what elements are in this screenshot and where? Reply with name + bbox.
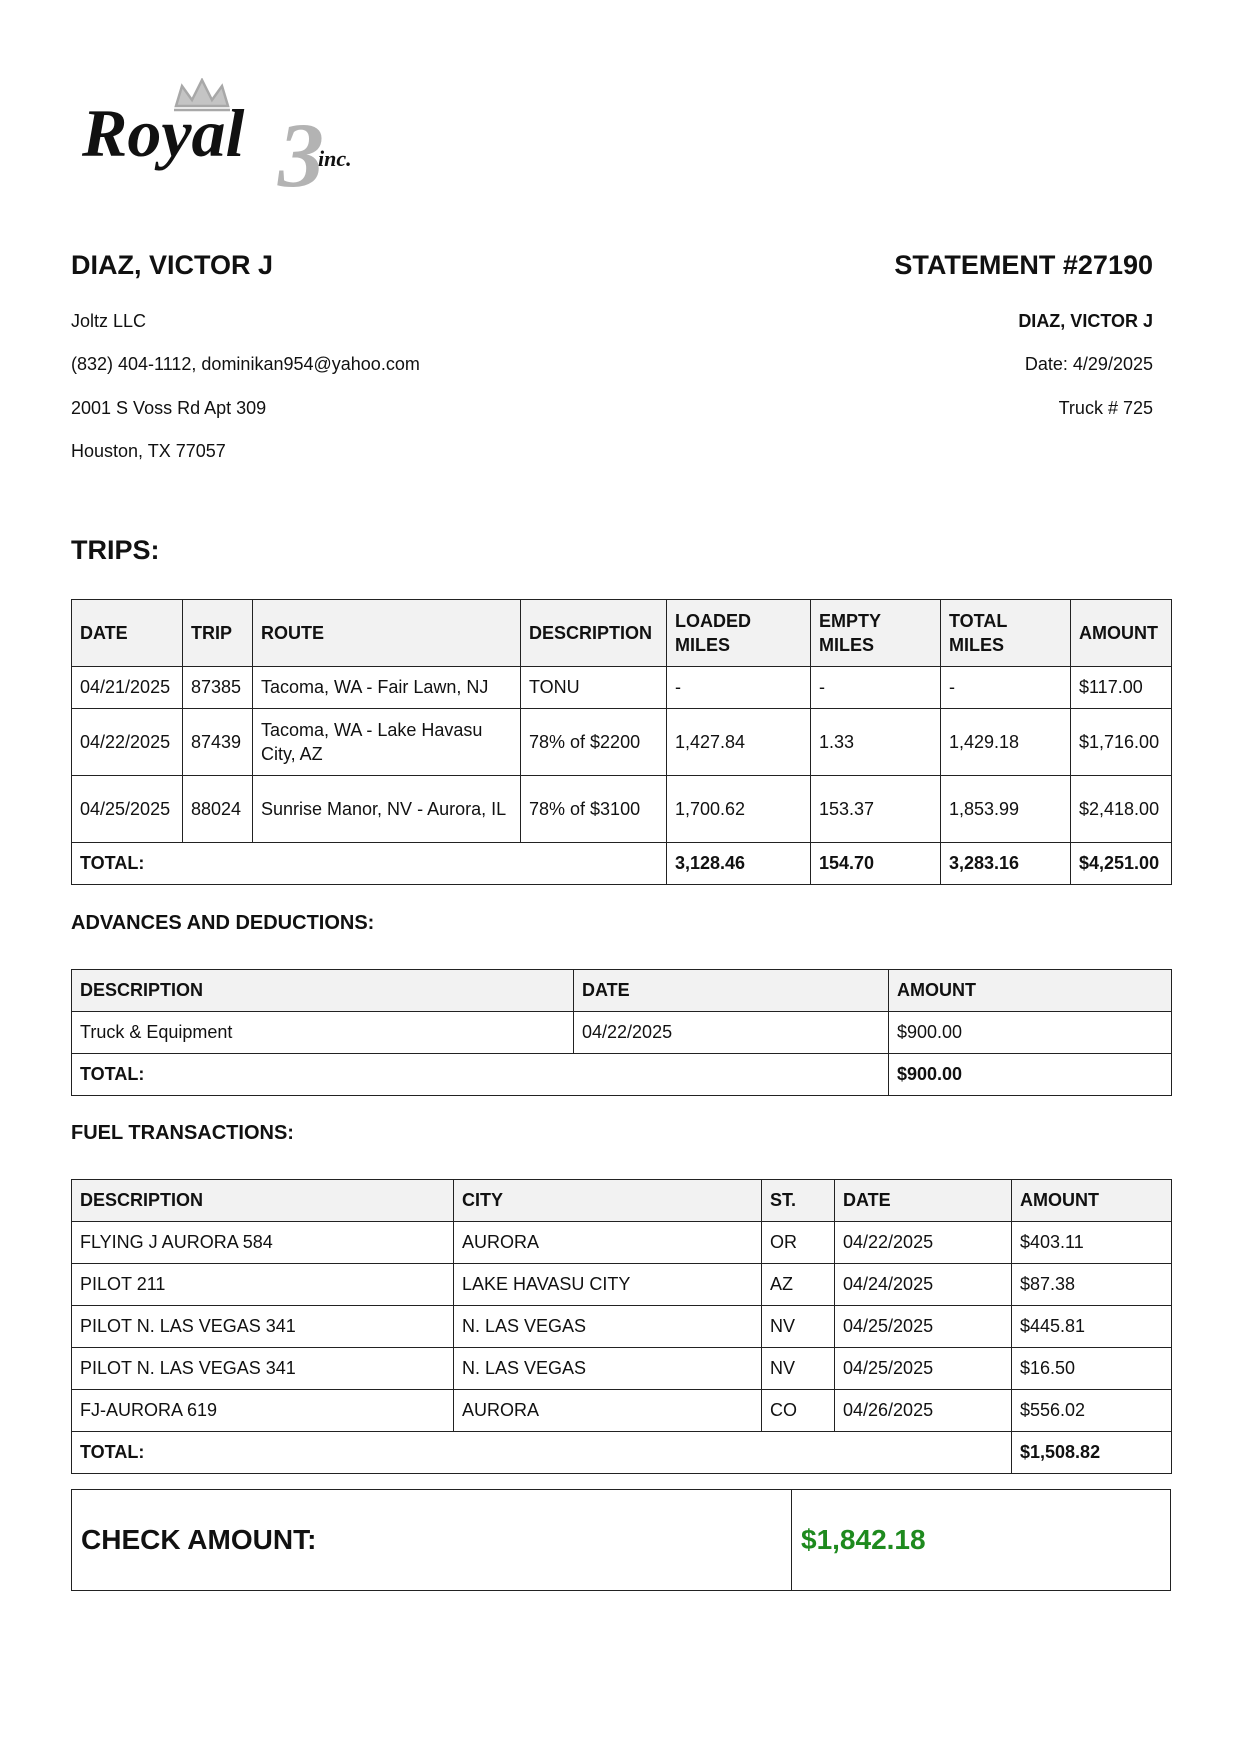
trips-table (71, 599, 1172, 885)
total-amount: $4,251.00 (1071, 843, 1172, 885)
cell-amount: $16.50 (1012, 1348, 1172, 1390)
table-row (72, 1390, 1172, 1432)
total-label: TOTAL: (72, 843, 667, 885)
col-header-amount: AMOUNT (1012, 1180, 1172, 1222)
cell-city: LAKE HAVASU CITY (454, 1264, 762, 1306)
cell-date: 04/25/2025 (835, 1306, 1012, 1348)
cell-trip: 87439 (183, 709, 253, 776)
cell-amount: $2,418.00 (1071, 776, 1172, 843)
cell-total-miles: 1,853.99 (941, 776, 1071, 843)
cell-description: 78% of $3100 (521, 776, 667, 843)
table-row (72, 776, 1172, 843)
col-header-description: DESCRIPTION (72, 970, 574, 1012)
advances-title: ADVANCES AND DEDUCTIONS: (71, 912, 375, 934)
logo-suffix: inc. (318, 146, 352, 171)
col-header-amount: AMOUNT (1071, 600, 1172, 667)
cell-state: CO (762, 1390, 835, 1432)
cell-date: 04/22/2025 (72, 709, 183, 776)
total-label: TOTAL: (72, 1432, 1012, 1474)
address-line-2: Houston, TX 77057 (71, 441, 226, 461)
trips-total-row (72, 843, 1172, 885)
cell-description: FJ-AURORA 619 (72, 1390, 454, 1432)
col-header-trip: TRIP (183, 600, 253, 667)
address-line-1: 2001 S Voss Rd Apt 309 (71, 398, 267, 418)
cell-route: Tacoma, WA - Lake Havasu City, AZ (253, 709, 521, 776)
col-header-total-miles: TOTAL MILES (941, 600, 1071, 667)
check-amount-label: CHECK AMOUNT: (72, 1490, 792, 1590)
advances-total-row (72, 1054, 1172, 1096)
cell-trip: 88024 (183, 776, 253, 843)
check-amount-value: $1,842.18 (801, 1524, 926, 1555)
cell-amount: $445.81 (1012, 1306, 1172, 1348)
cell-description: FLYING J AURORA 584 (72, 1222, 454, 1264)
trips-header-row (72, 600, 1172, 667)
total-label: TOTAL: (72, 1054, 889, 1096)
cell-state: AZ (762, 1264, 835, 1306)
check-amount-box (71, 1489, 1171, 1591)
statement-date: Date: 4/29/2025 (1024, 354, 1153, 374)
cell-date: 04/26/2025 (835, 1390, 1012, 1432)
cell-total-miles: 1,429.18 (941, 709, 1071, 776)
table-row (72, 709, 1172, 776)
cell-city: AURORA (454, 1390, 762, 1432)
fuel-table (71, 1179, 1172, 1474)
total-amount: $1,508.82 (1012, 1432, 1172, 1474)
cell-empty-miles: 153.37 (811, 776, 941, 843)
company-logo (78, 78, 378, 188)
cell-state: NV (762, 1306, 835, 1348)
logo-number: 3 (278, 104, 324, 188)
cell-state: OR (762, 1222, 835, 1264)
statement-number-heading: STATEMENT #27190 (894, 250, 1153, 280)
fuel-title: FUEL TRANSACTIONS: (71, 1122, 294, 1144)
cell-amount: $1,716.00 (1071, 709, 1172, 776)
cell-total-miles: - (941, 667, 1071, 709)
cell-description: PILOT N. LAS VEGAS 341 (72, 1306, 454, 1348)
cell-empty-miles: 1.33 (811, 709, 941, 776)
cell-loaded-miles: 1,700.62 (667, 776, 811, 843)
cell-amount: $403.11 (1012, 1222, 1172, 1264)
col-header-city: CITY (454, 1180, 762, 1222)
cell-loaded-miles: - (667, 667, 811, 709)
cell-amount: $117.00 (1071, 667, 1172, 709)
fuel-header-row (72, 1180, 1172, 1222)
cell-amount: $900.00 (889, 1012, 1172, 1054)
logo-wordmark: Royal (82, 95, 245, 171)
col-header-loaded-miles: LOADED MILES (667, 600, 811, 667)
col-header-description: DESCRIPTION (521, 600, 667, 667)
table-row (72, 1264, 1172, 1306)
advances-table (71, 969, 1172, 1096)
cell-trip: 87385 (183, 667, 253, 709)
contact-info: (832) 404-1112, dominikan954@yahoo.com (71, 354, 420, 374)
driver-name-heading: DIAZ, VICTOR J (71, 250, 274, 280)
cell-description: TONU (521, 667, 667, 709)
cell-description: PILOT N. LAS VEGAS 341 (72, 1348, 454, 1390)
cell-date: 04/22/2025 (574, 1012, 889, 1054)
total-amount: $900.00 (889, 1054, 1172, 1096)
col-header-date: DATE (72, 600, 183, 667)
table-row (72, 1222, 1172, 1264)
cell-state: NV (762, 1348, 835, 1390)
cell-city: N. LAS VEGAS (454, 1348, 762, 1390)
cell-amount: $87.38 (1012, 1264, 1172, 1306)
cell-city: AURORA (454, 1222, 762, 1264)
cell-empty-miles: - (811, 667, 941, 709)
table-row (72, 1306, 1172, 1348)
col-header-date: DATE (574, 970, 889, 1012)
cell-city: N. LAS VEGAS (454, 1306, 762, 1348)
cell-description: PILOT 211 (72, 1264, 454, 1306)
cell-date: 04/24/2025 (835, 1264, 1012, 1306)
total-total-miles: 3,283.16 (941, 843, 1071, 885)
total-loaded-miles: 3,128.46 (667, 843, 811, 885)
cell-description: 78% of $2200 (521, 709, 667, 776)
cell-date: 04/21/2025 (72, 667, 183, 709)
truck-number: Truck # 725 (1058, 398, 1153, 418)
col-header-description: DESCRIPTION (72, 1180, 454, 1222)
cell-route: Sunrise Manor, NV - Aurora, IL (253, 776, 521, 843)
fuel-total-row (72, 1432, 1172, 1474)
col-header-state: ST. (762, 1180, 835, 1222)
cell-date: 04/25/2025 (72, 776, 183, 843)
table-row (72, 667, 1172, 709)
col-header-route: ROUTE (253, 600, 521, 667)
cell-date: 04/25/2025 (835, 1348, 1012, 1390)
total-empty-miles: 154.70 (811, 843, 941, 885)
table-row (72, 1012, 1172, 1054)
company-name: Joltz LLC (71, 311, 147, 331)
cell-amount: $556.02 (1012, 1390, 1172, 1432)
table-row (72, 1348, 1172, 1390)
cell-route: Tacoma, WA - Fair Lawn, NJ (253, 667, 521, 709)
col-header-date: DATE (835, 1180, 1012, 1222)
cell-loaded-miles: 1,427.84 (667, 709, 811, 776)
col-header-amount: AMOUNT (889, 970, 1172, 1012)
statement-driver-name: DIAZ, VICTOR J (1018, 311, 1153, 331)
col-header-empty-miles: EMPTY MILES (811, 600, 941, 667)
advances-header-row (72, 970, 1172, 1012)
cell-date: 04/22/2025 (835, 1222, 1012, 1264)
cell-description: Truck & Equipment (72, 1012, 574, 1054)
trips-title: TRIPS: (71, 535, 160, 565)
